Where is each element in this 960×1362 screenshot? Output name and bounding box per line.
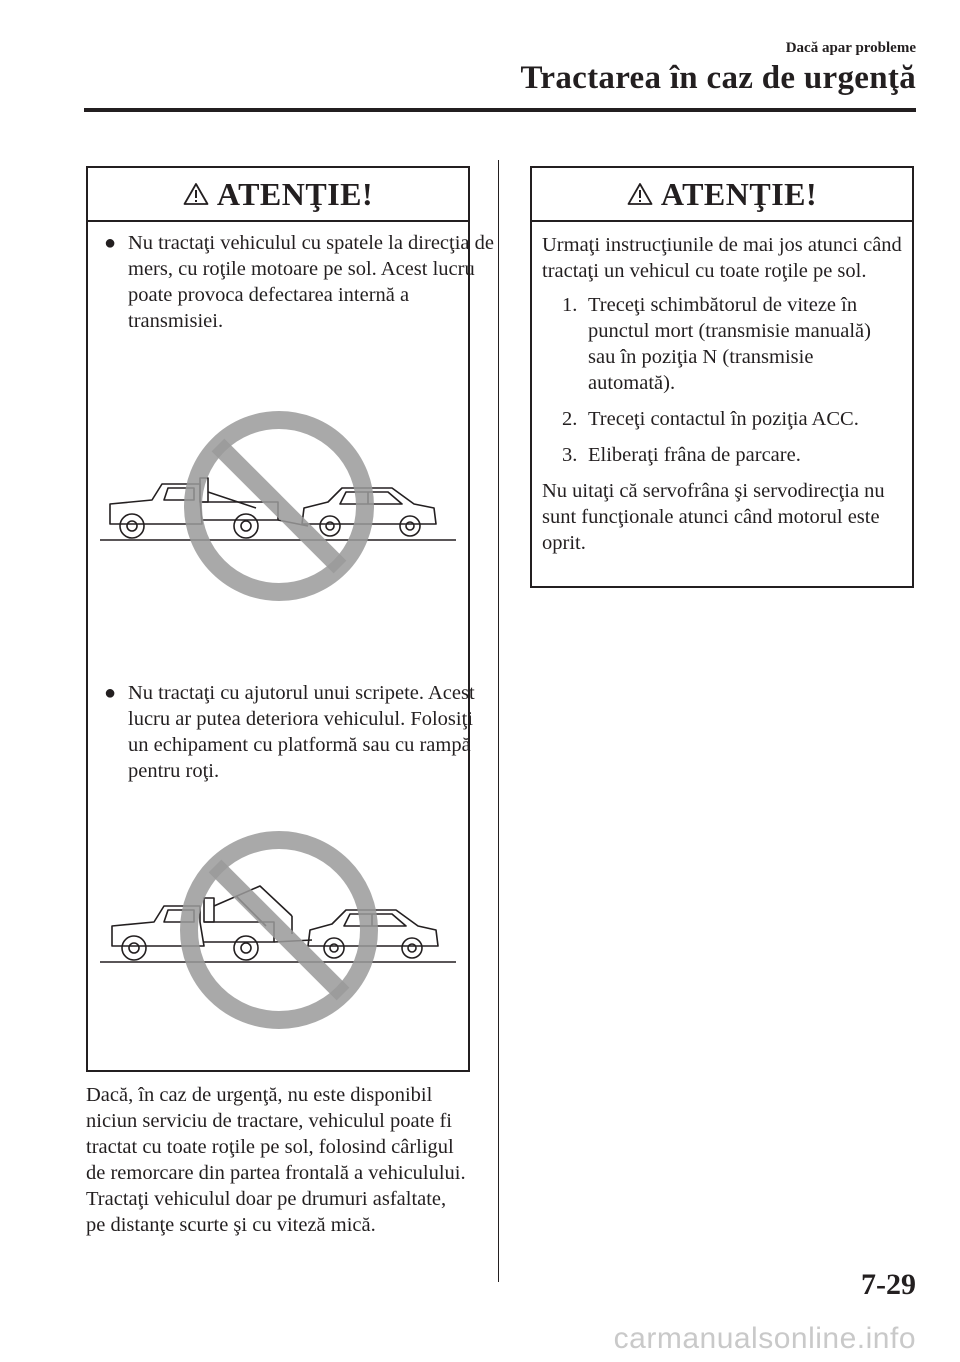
warning-header-right bbox=[532, 168, 912, 222]
warning-intro: Urmaţi instrucţiunile de mai jos atunci când tractaţi un vehicul cu toate roţile pe sol. bbox=[542, 234, 902, 282]
warning-bullet-1 bbox=[88, 230, 496, 334]
step-number: 3. bbox=[562, 444, 578, 466]
warning-box-right bbox=[530, 166, 914, 588]
body-paragraph-2: Tractaţi vehiculul doar pe drumuri asfaltate, pe distanţe scurte şi cu viteză mică. bbox=[86, 1188, 447, 1236]
watermark: carmanualsonline.info bbox=[613, 1322, 916, 1355]
page-number: 7-29 bbox=[861, 1268, 916, 1301]
warning-header-left bbox=[88, 168, 468, 222]
warning-label-right: ATENŢIE! bbox=[660, 175, 818, 212]
bullet-dot: ● bbox=[104, 682, 117, 704]
warning-label-left: ATENŢIE! bbox=[216, 175, 374, 212]
warning-steps bbox=[542, 292, 902, 468]
page-title: Tractarea în caz de urgenţă bbox=[520, 60, 916, 96]
warning-bullet-2-text: Nu tractaţi cu ajutorul unui scripete. Acest lucru ar putea deteriora vehiculul. Folosiţi un echipament cu platformă sau cu rampă pentru roţi. bbox=[128, 682, 475, 782]
step-number: 1. bbox=[562, 294, 578, 316]
illustration-winch-towing bbox=[96, 822, 462, 1042]
step-number: 2. bbox=[562, 408, 578, 430]
warning-bullet-1-text: Nu tractaţi vehiculul cu spatele la direcţia de mers, cu roţile motoare pe sol. Acest lucru poate provoca defectarea internă a transmisiei. bbox=[128, 232, 494, 332]
header-rule bbox=[84, 108, 916, 112]
warning-outro: Nu uitaţi că servofrâna şi servodirecţia nu sunt funcţionale atunci când motorul este oprit. bbox=[542, 480, 885, 554]
illustration-reverse-towing bbox=[96, 408, 462, 618]
body-paragraph-1: Dacă, în caz de urgenţă, nu este disponibil niciun serviciu de tractare, vehiculul poate fi tractat cu toate roţile pe sol, folosind cârligul de remorcare din partea frontală a vehiculului. bbox=[86, 1084, 466, 1184]
step-text: Eliberaţi frâna de parcare. bbox=[588, 444, 801, 466]
warning-content-right bbox=[532, 222, 912, 556]
column-divider bbox=[498, 160, 499, 1282]
section-label: Dacă apar probleme bbox=[785, 40, 916, 56]
body-text bbox=[86, 1082, 470, 1238]
step-text: Treceţi schimbătorul de viteze în punctul mort (transmisie manuală) sau în poziţia N (transmisie automată). bbox=[588, 294, 871, 394]
warning-bullet-2 bbox=[88, 680, 496, 784]
step-item bbox=[542, 442, 902, 468]
prohibition-sign-icon bbox=[189, 840, 369, 1020]
bullet-dot: ● bbox=[104, 232, 117, 254]
warning-triangle-icon bbox=[183, 182, 209, 206]
step-item bbox=[542, 292, 902, 396]
step-item bbox=[542, 406, 902, 432]
step-text: Treceţi contactul în poziţia ACC. bbox=[588, 408, 859, 430]
warning-triangle-icon bbox=[627, 182, 653, 206]
prohibition-sign-icon bbox=[193, 420, 365, 592]
